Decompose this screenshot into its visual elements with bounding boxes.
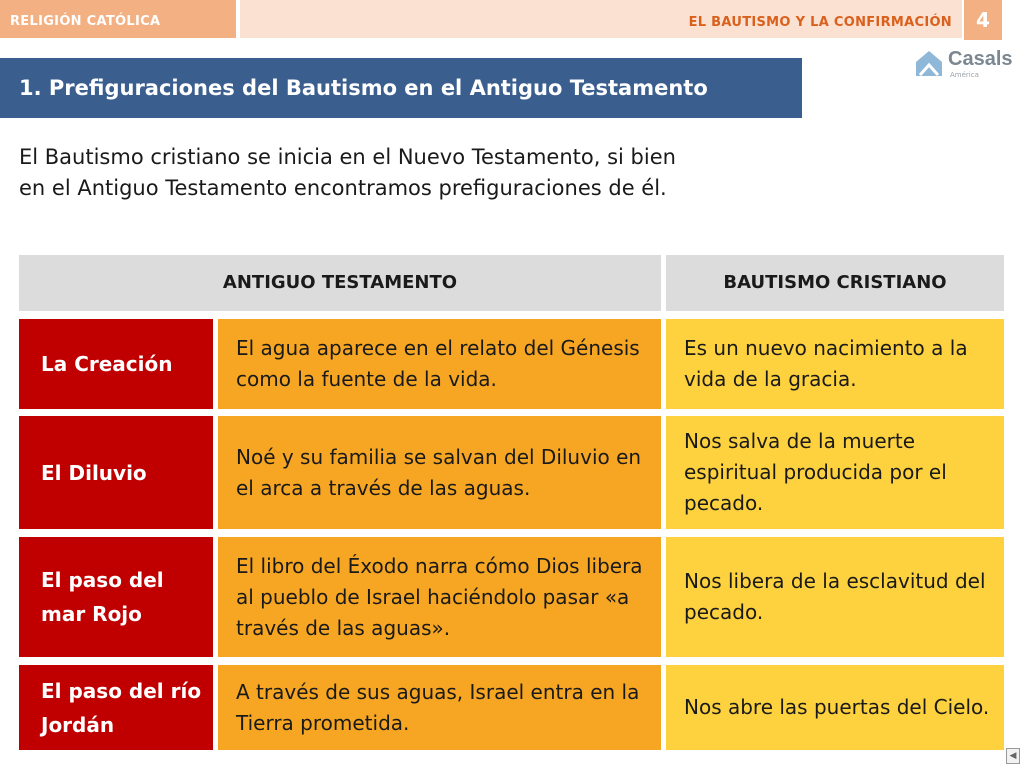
publisher-logo bbox=[914, 44, 1018, 84]
old-testament-text: El agua aparece en el relato del Génesis como la fuente de la vida. bbox=[236, 336, 640, 391]
section-title: 1. Prefiguraciones del Bautismo en el Antiguo Testamento bbox=[0, 58, 802, 118]
header-antiguo-testamento: ANTIGUO TESTAMENTO bbox=[19, 255, 661, 311]
event-cell bbox=[19, 665, 213, 750]
baptism-cell bbox=[666, 319, 1004, 409]
baptism-cell bbox=[666, 416, 1004, 529]
baptism-cell bbox=[666, 665, 1004, 750]
event-label: El paso del mar Rojo bbox=[41, 568, 164, 626]
logo-text: Casals bbox=[948, 48, 1013, 70]
event-label: El Diluvio bbox=[41, 460, 147, 485]
logo-subtext: América bbox=[950, 71, 979, 79]
old-testament-cell bbox=[218, 537, 661, 657]
old-testament-cell bbox=[218, 319, 661, 409]
header-bautismo-cristiano: BAUTISMO CRISTIANO bbox=[666, 255, 1004, 311]
subject-label: RELIGIÓN CATÓLICA bbox=[0, 0, 236, 38]
event-label: El paso del río Jordán bbox=[41, 678, 202, 737]
baptism-cell bbox=[666, 537, 1004, 657]
baptism-text: Nos salva de la muerte espiritual producida por el pecado. bbox=[684, 429, 947, 515]
first-page-icon[interactable]: ◀ bbox=[1006, 748, 1020, 764]
old-testament-text: Noé y su familia se salvan del Diluvio en el arca a través de las aguas. bbox=[236, 444, 642, 500]
baptism-text: Nos abre las puertas del Cielo. bbox=[684, 695, 990, 719]
unit-title: EL BAUTISMO Y LA CONFIRMACIÓN bbox=[240, 0, 962, 38]
unit-number: 4 bbox=[964, 0, 1002, 40]
old-testament-cell bbox=[218, 665, 661, 750]
event-label: La Creación bbox=[41, 352, 173, 376]
casals-house-icon bbox=[914, 48, 944, 78]
event-cell bbox=[19, 537, 213, 657]
event-cell bbox=[19, 319, 213, 409]
event-cell bbox=[19, 416, 213, 529]
old-testament-text: A través de sus aguas, Israel entra en la Tierra prometida. bbox=[236, 679, 640, 735]
top-bar bbox=[0, 0, 1024, 40]
old-testament-text: El libro del Éxodo narra cómo Dios libera al pueblo de Israel haciéndolo pasar «a través de las aguas». bbox=[236, 553, 643, 640]
baptism-text: Nos libera de la esclavitud del pecado. bbox=[684, 569, 986, 624]
old-testament-cell bbox=[218, 416, 661, 529]
intro-paragraph: El Bautismo cristiano se inicia en el Nuevo Testamento, si bien en el Antiguo Testamento encontramos prefiguraciones de él. bbox=[19, 145, 676, 200]
baptism-text: Es un nuevo nacimiento a la vida de la gracia. bbox=[684, 336, 968, 391]
